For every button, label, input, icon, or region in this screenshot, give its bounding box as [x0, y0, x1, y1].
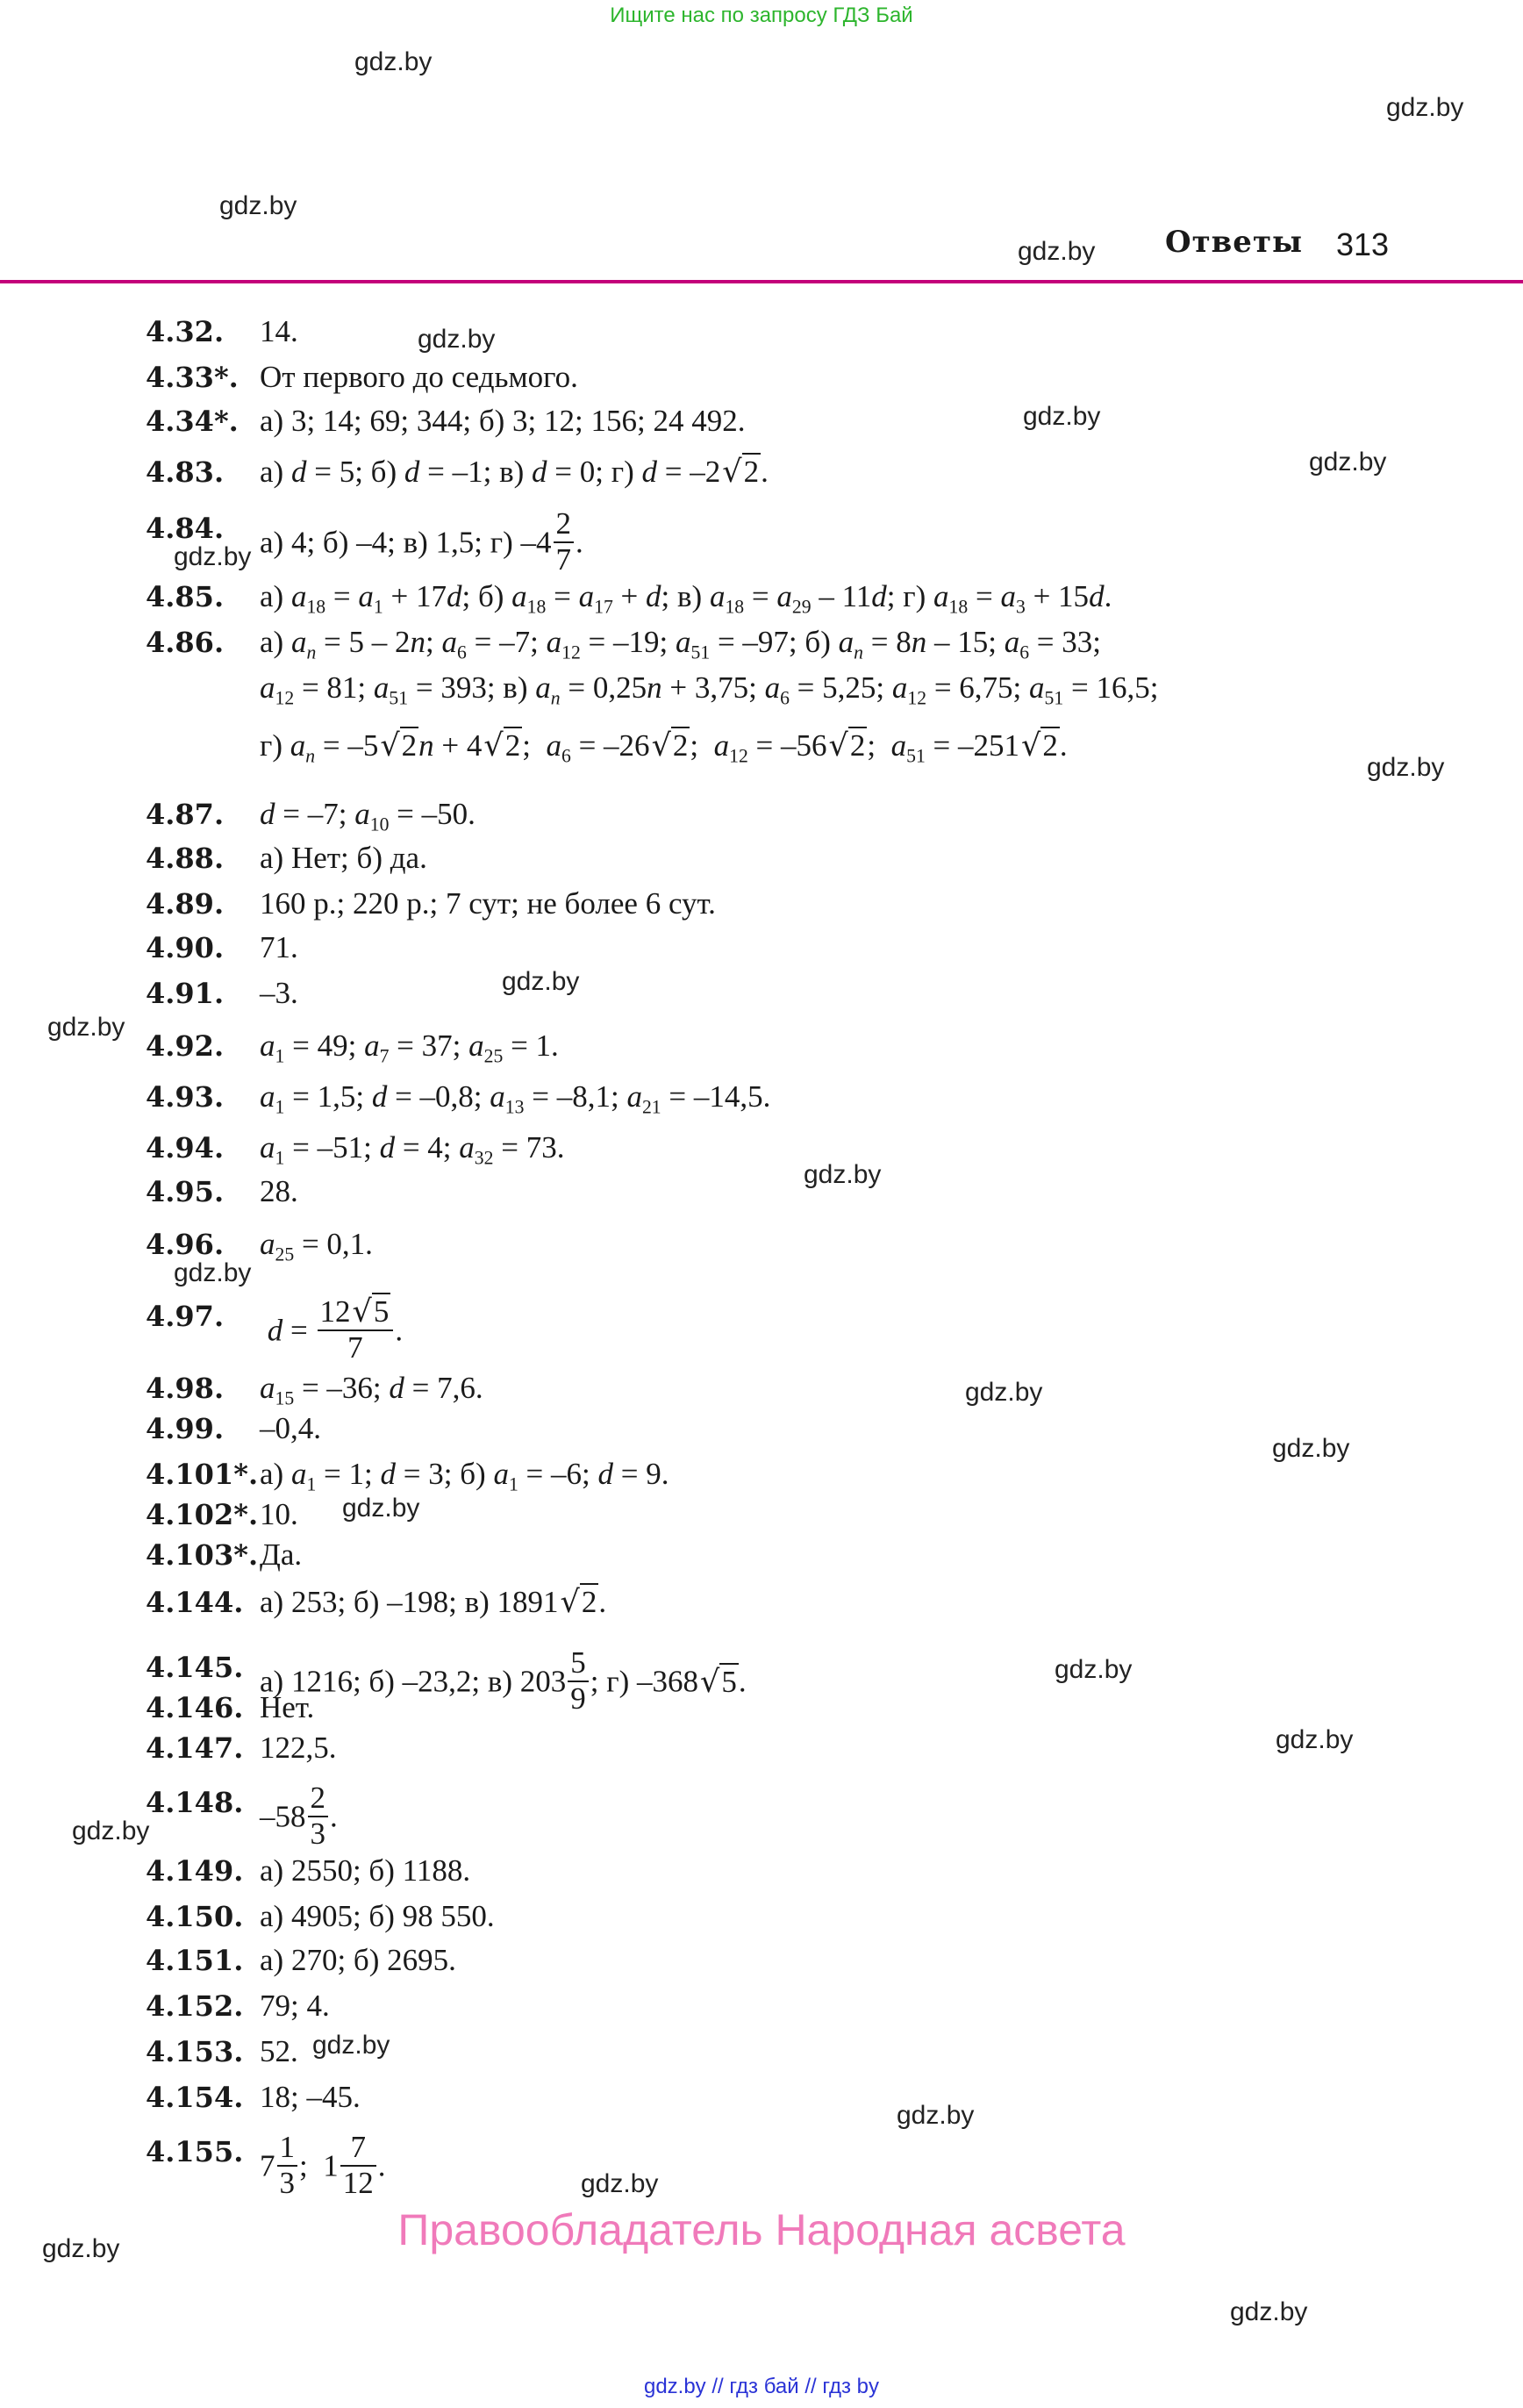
answer-text: а) 270; б) 2695.	[260, 1943, 456, 1977]
answer-text: 79; 4.	[260, 1989, 330, 2023]
page-title: Ответы	[1165, 225, 1304, 260]
problem-number: 4.154.	[146, 2081, 244, 2114]
answer-text: г) $a_n = -5√2n + 4√2$; $a_6 = -26√2$; $a_{12} = -56√2$; $a_{51} = -251√2$.	[260, 728, 1068, 767]
problem-number: 4.96.	[146, 1228, 225, 1261]
answer-text: 7 $\frac{1}{3}$ ; 1 $\frac{7}{12}$ .	[260, 2130, 386, 2200]
answer-text: а) 3; 14; 69; 344; б) 3; 12; 156; 24 492.	[260, 404, 746, 438]
watermark: gdz.by	[42, 2234, 120, 2263]
answer-text: а) 253; б) –198; в) 1891√2.	[260, 1585, 607, 1620]
watermark: gdz.by	[897, 2101, 975, 2130]
watermark: gdz.by	[354, 47, 433, 76]
problem-number: 4.145.	[146, 1651, 244, 1684]
watermark: gdz.by	[418, 325, 496, 354]
answer-text: 10.	[260, 1497, 298, 1531]
problem-number: 4.97.	[146, 1300, 225, 1333]
problem-number: 4.152.	[146, 1989, 244, 2023]
watermark: gdz.by	[1018, 237, 1096, 266]
problem-number: 4.89.	[146, 887, 225, 921]
problem-number: 4.149.	[146, 1854, 244, 1888]
problem-number: 4.88.	[146, 842, 225, 875]
footer-links[interactable]: gdz.by // гдз бай // гдз by	[643, 2375, 880, 2398]
problem-number: 4.92.	[146, 1029, 225, 1063]
answer-text: 28.	[260, 1174, 298, 1208]
problem-number: 4.34*.	[146, 405, 239, 438]
problem-number: 4.103*.	[146, 1538, 259, 1572]
problem-number: 4.151.	[146, 1944, 244, 1977]
watermark: gdz.by	[1023, 402, 1101, 431]
answer-text: $a_{12} = 81$; $a_{51} = 393$; в) $a_n = 0,25n + 3,75$; $a_6 = 5,25$; $a_{12} = 6,75$; $a_{51} = 16,5$;	[260, 670, 1159, 709]
problem-number: 4.87.	[146, 798, 225, 831]
answer-text: а) 1216; б) –23,2; в) 203 $\frac{5}{9}$ ; г) –368√5.	[260, 1645, 747, 1716]
watermark: gdz.by	[174, 1258, 252, 1287]
problem-number: 4.93.	[146, 1080, 225, 1114]
answer-text: –3.	[260, 976, 298, 1010]
watermark: gdz.by	[1276, 1725, 1354, 1754]
answer-text: а) 4; б) –4; в) 1,5; г) –4 $\frac{2}{7}$ .	[260, 506, 583, 577]
answer-text: 18; –45.	[260, 2080, 361, 2114]
answer-text: а) $a_1 = 1$; d = 3; б) $a_1 = -6$; d = 9.	[260, 1457, 669, 1495]
problem-number: 4.148.	[146, 1786, 244, 1819]
copyright-owner: Правообладатель Народная асвета	[397, 2205, 1126, 2254]
answer-text: d = –7; $a_{10} = -50$.	[260, 797, 475, 835]
watermark: gdz.by	[1309, 448, 1387, 477]
problem-number: 4.147.	[146, 1731, 244, 1765]
problem-number: 4.101*.	[146, 1458, 259, 1491]
answer-text: а) 4905; б) 98 550.	[260, 1899, 495, 1933]
watermark: gdz.by	[581, 2169, 659, 2198]
answer-text: а) Нет; б) да.	[260, 841, 427, 875]
problem-number: 4.153.	[146, 2035, 244, 2068]
watermark: gdz.by	[72, 1817, 150, 1845]
problem-number: 4.90.	[146, 931, 225, 964]
problem-number: 4.95.	[146, 1175, 225, 1208]
answer-text: 71.	[260, 930, 298, 964]
answer-text: а) $a_{18} = a_1 + 17d$; б) $a_{18} = a_{17} + d$; в) $a_{18} = a_{29} - 11d$; г) $a_{18} = a_3 + 15d$.	[260, 579, 1112, 618]
watermark: gdz.by	[1272, 1434, 1350, 1463]
problem-number: 4.144.	[146, 1586, 244, 1619]
answer-text: Нет.	[260, 1690, 315, 1724]
problem-number: 4.150.	[146, 1900, 244, 1933]
problem-number: 4.84.	[146, 512, 225, 545]
top-search-note: Ищите нас по запросу ГДЗ Бай	[610, 4, 913, 27]
answer-text: а) d = 5; б) d = –1; в) d = 0; г) d = –2√2.	[260, 455, 769, 490]
answer-text: а) 2550; б) 1188.	[260, 1853, 471, 1888]
answer-text: $a_1 = 49$; $a_7 = 37$; $a_{25} = 1$.	[260, 1028, 559, 1067]
problem-number: 4.91.	[146, 977, 225, 1010]
problem-number: 4.32.	[146, 315, 225, 348]
header-rule	[0, 280, 1523, 283]
answer-text: –58 $\frac{2}{3}$ .	[260, 1781, 338, 1851]
answer-text: $a_{25} = 0,1$.	[260, 1227, 373, 1265]
watermark: gdz.by	[502, 967, 580, 996]
watermark: gdz.by	[965, 1378, 1043, 1407]
watermark: gdz.by	[342, 1494, 420, 1523]
problem-number: 4.33*.	[146, 361, 239, 394]
problem-number: 4.85.	[146, 580, 225, 613]
answer-text: $a_{15} = -36$; d = 7,6.	[260, 1371, 483, 1409]
watermark: gdz.by	[804, 1160, 882, 1189]
watermark: gdz.by	[219, 191, 297, 220]
problem-number: 4.146.	[146, 1691, 244, 1724]
answer-text: От первого до седьмого.	[260, 360, 578, 394]
page-number: 313	[1336, 226, 1390, 262]
watermark: gdz.by	[1230, 2297, 1308, 2326]
answer-text: 160 р.; 220 р.; 7 сут; не более 6 сут.	[260, 886, 716, 921]
problem-number: 4.86.	[146, 626, 225, 659]
problem-number: 4.155.	[146, 2135, 244, 2168]
answer-text: а) $a_n = 5 - 2n$; $a_6 = -7$; $a_{12} = -19$; $a_{51} = -97$; б) $a_n = 8n - 15$; $a_6 = 33$;	[260, 625, 1102, 663]
watermark: gdz.by	[1386, 93, 1464, 122]
answer-text: $a_1 = -51$; d = 4; $a_{32} = 73$.	[260, 1130, 565, 1169]
answer-text: $a_1 = 1,5$; d = –0,8; $a_{13} = -8,1$; $a_{21} = -14,5$.	[260, 1079, 771, 1118]
watermark: gdz.by	[174, 542, 252, 571]
problem-number: 4.99.	[146, 1412, 225, 1445]
watermark: gdz.by	[1367, 753, 1445, 782]
problem-number: 4.83.	[146, 455, 225, 489]
answer-text: 52.	[260, 2034, 298, 2068]
watermark: gdz.by	[47, 1013, 125, 1042]
answer-text: Да.	[260, 1537, 303, 1572]
problem-number: 4.98.	[146, 1372, 225, 1405]
answer-text: –0,4.	[260, 1411, 321, 1445]
watermark: gdz.by	[1055, 1655, 1133, 1684]
answer-text: 122,5.	[260, 1731, 337, 1765]
watermark: gdz.by	[312, 2031, 390, 2060]
answer-text: 14.	[260, 314, 298, 348]
answer-text: d = $\frac{12√5}{7}$ .	[267, 1294, 404, 1365]
problem-number: 4.102*.	[146, 1498, 259, 1531]
problem-number: 4.94.	[146, 1131, 225, 1165]
